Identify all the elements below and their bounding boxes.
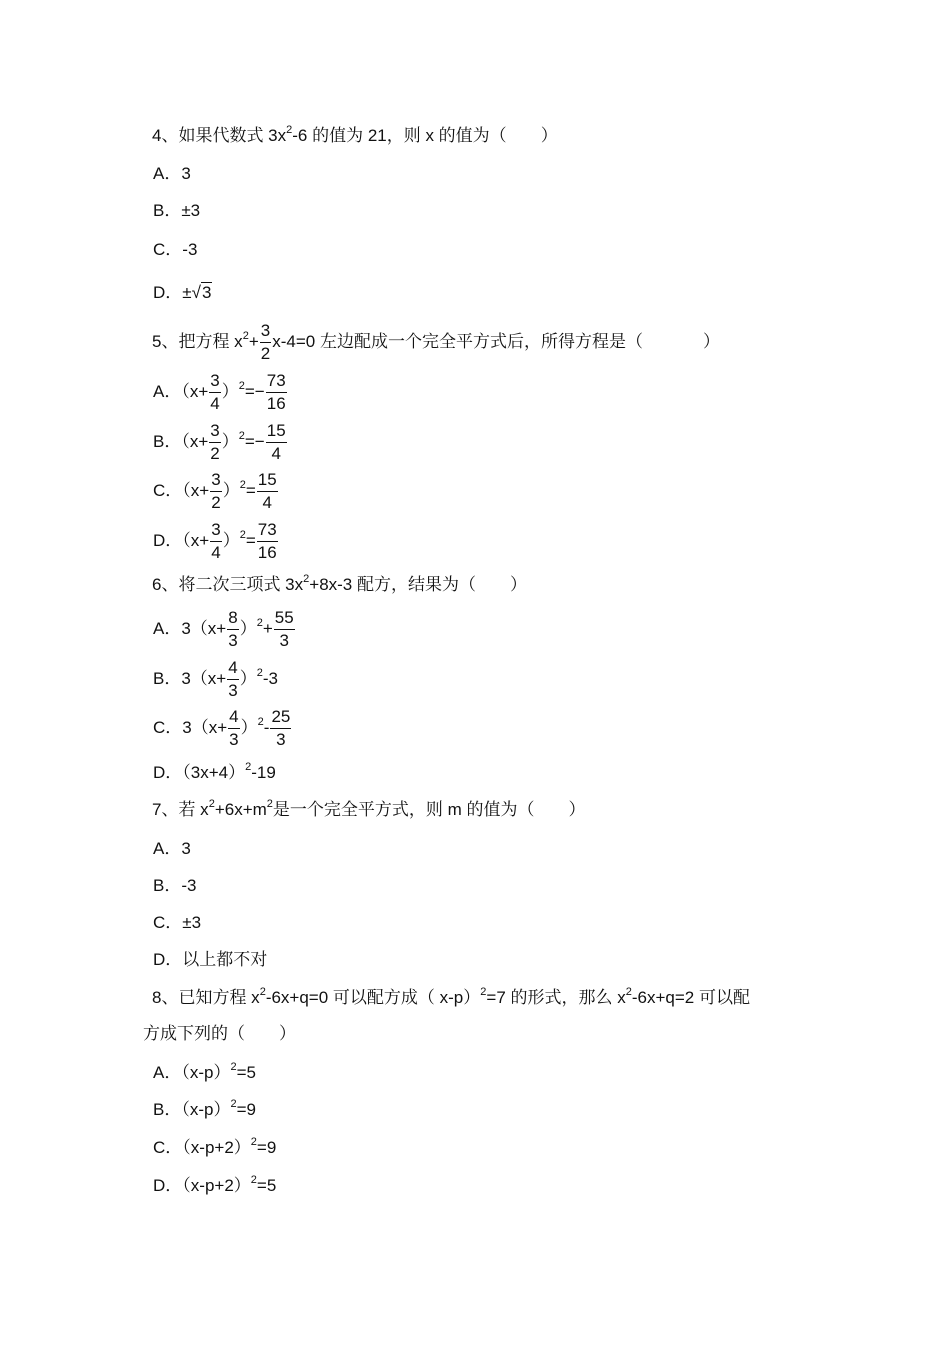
q6-a-exp: 2 [256,616,263,629]
q6-c-label: C．3（x+ [153,717,228,737]
q5-b-n2: 15 [266,420,287,443]
q6-d-tail: -19 [251,763,276,782]
q7-stem-c: 是一个完全平方式，则 m 的值为（ [272,800,535,819]
q6-stem [152,575,527,595]
q6-a-d2: 3 [279,631,289,650]
q5-d-n1: 3 [210,519,221,542]
q8-d-tail: =5 [256,1176,277,1195]
q8-c-tail: =9 [256,1138,277,1157]
q6-exp: 2 [303,573,310,585]
q5-c-n2: 15 [257,469,278,492]
q5-frac-den: 2 [260,344,271,363]
q8-stem-continued [143,1024,296,1044]
q6-b-mid: ） [239,668,257,688]
q7-stem-b: +6x+m [214,800,267,819]
q5-d-frac2 [257,519,278,564]
q8-c-exp: 2 [250,1136,257,1148]
q8-exp3: 2 [625,986,632,998]
q6-b-exp: 2 [256,666,263,679]
q4-stem-a: 4、如果代数式 3x [152,126,287,145]
q8-stem-d: -6x+q=2 可以配 [631,988,750,1007]
q8-c-label: C．（x-p+2） [153,1138,251,1157]
q4-option-d-radicand: 3 [201,283,212,302]
q5-fraction [260,320,271,365]
q6-d-label: D．（3x+4） [153,763,246,782]
q6-option-b [153,657,278,702]
q5-d-d2: 16 [257,543,277,562]
q6-stem-a: 6、将二次三项式 3x [152,575,304,594]
q6-option-d [153,763,276,783]
q8-close: ） [279,1024,296,1043]
q6-a-n1: 8 [227,607,238,630]
q5-c-d1: 2 [211,493,221,512]
q6-a-n2: 55 [274,607,295,630]
q5-d-eq: = [245,530,256,550]
q5-a-eq: =− [244,381,265,401]
q5-stem-a: 5、把方程 x [152,331,243,351]
q5-d-frac1 [210,519,221,564]
q7-stem-a: 7、若 x [152,800,209,819]
q6-c-n2: 25 [270,706,291,729]
q6-a-label: A．3（x+ [153,618,227,638]
q5-exp: 2 [242,329,249,342]
q8-exp2: 2 [480,986,487,998]
q5-option-d [153,519,279,564]
q8-exp1: 2 [259,986,266,998]
q8-option-b [153,1100,256,1120]
q5-a-n1: 3 [209,370,220,393]
q7-close: ） [568,800,586,819]
q5-stem-b: x-4=0 左边配成一个完全平方式后，所得方程是（ [272,331,643,351]
q5-b-mid: ） [221,431,239,451]
q5-d-label: D．（x+ [153,530,210,550]
q6-c-frac2 [270,706,291,751]
q5-b-exp: 2 [238,429,245,442]
q6-c-n1: 4 [228,706,239,729]
q5-a-n2: 73 [266,370,287,393]
q5-b-d2: 4 [271,444,281,463]
q5-d-exp: 2 [239,528,246,541]
q6-b-label: B．3（x+ [153,668,227,688]
q5-a-exp: 2 [238,379,245,392]
q6-a-tail: + [262,618,273,638]
q5-a-d1: 4 [210,394,220,413]
q7-option-a: A．3 [153,839,191,858]
q5-c-exp: 2 [239,478,246,491]
q5-c-eq: = [245,480,256,500]
q8-b-tail: =9 [236,1100,256,1119]
q5-b-d1: 2 [210,444,220,463]
q8-stem-e: 方成下列的（ [143,1024,245,1043]
q8-option-a [153,1063,256,1083]
q4-option-b: B．±3 [153,201,201,220]
q8-stem-b: -6x+q=0 可以配方成（ x-p） [265,988,481,1007]
q8-d-exp: 2 [250,1174,257,1186]
q8-option-d [153,1176,276,1196]
q8-stem-c: =7 的形式，那么 x [486,988,626,1007]
q5-c-label: C．（x+ [153,480,210,500]
q5-stem [152,320,720,365]
q6-c-d2: 3 [276,730,286,749]
q6-b-frac1 [227,657,238,702]
q6-d-exp: 2 [245,761,252,773]
q4-stem-b: -6 的值为 21，则 x 的值为（ [292,126,507,145]
q7-exp1: 2 [208,798,215,810]
q7-option-c: C．±3 [153,913,202,932]
q6-c-d1: 3 [229,730,239,749]
q5-c-mid: ） [222,480,240,500]
q5-a-mid: ） [221,381,239,401]
q8-d-label: D．（x-p+2） [153,1176,251,1195]
q8-b-label: B．（x-p） [153,1100,231,1119]
q6-option-a [153,607,296,652]
q6-stem-b: +8x-3 配方，结果为（ [309,575,476,594]
q8-option-c [153,1138,276,1158]
q5-frac-num: 3 [260,320,271,343]
q5-c-frac1 [210,469,221,514]
q5-c-frac2 [257,469,278,514]
q6-b-tail: -3 [262,668,278,688]
q4-option-d-prefix: D．± [153,283,192,302]
q6-c-tail: - [263,717,270,737]
q5-c-n1: 3 [210,469,221,492]
q5-option-b [153,420,288,465]
q5-close: ） [702,331,720,351]
q4-stem [152,126,558,146]
q8-stem [152,988,750,1008]
q5-b-frac1 [209,420,220,465]
sqrt-symbol: √3 [191,283,212,302]
q8-a-exp: 2 [230,1061,237,1073]
q5-plus: + [248,331,259,351]
q5-a-label: A．（x+ [153,381,209,401]
q4-close: ） [540,126,558,145]
q5-a-d2: 16 [266,394,286,413]
q6-a-mid: ） [239,618,257,638]
q5-d-mid: ） [222,530,240,550]
q4-exp: 2 [286,124,293,136]
q7-option-d: D．以上都不对 [153,950,268,969]
q4-option-c: C．-3 [153,240,198,259]
q6-b-n1: 4 [227,657,238,680]
q5-b-label: B．（x+ [153,431,209,451]
q6-a-frac1 [227,607,238,652]
q8-a-label: A．（x-p） [153,1063,231,1082]
q4-option-d [153,283,212,303]
q6-c-mid: ） [240,717,258,737]
q4-option-a: A．3 [153,164,191,183]
q5-d-d1: 4 [211,543,221,562]
q5-d-n2: 73 [257,519,278,542]
q7-exp2: 2 [266,798,273,810]
q8-a-tail: =5 [236,1063,256,1082]
q6-a-frac2 [274,607,295,652]
q8-b-exp: 2 [230,1098,237,1110]
q5-b-n1: 3 [209,420,220,443]
q5-b-frac2 [266,420,287,465]
q5-option-c [153,469,279,514]
q5-option-a [153,370,288,415]
q8-stem-a: 8、已知方程 x [152,988,260,1007]
q5-a-frac1 [209,370,220,415]
q5-a-frac2 [266,370,287,415]
q7-option-b: B．-3 [153,876,197,895]
q6-option-c [153,706,292,751]
q6-a-d1: 3 [228,631,238,650]
q6-c-exp: 2 [257,715,264,728]
q5-c-d2: 4 [262,493,272,512]
q6-close: ） [510,575,527,594]
q5-b-eq: =− [244,431,265,451]
q7-stem [152,800,586,820]
q6-c-frac1 [228,706,239,751]
q6-b-d1: 3 [228,681,238,700]
